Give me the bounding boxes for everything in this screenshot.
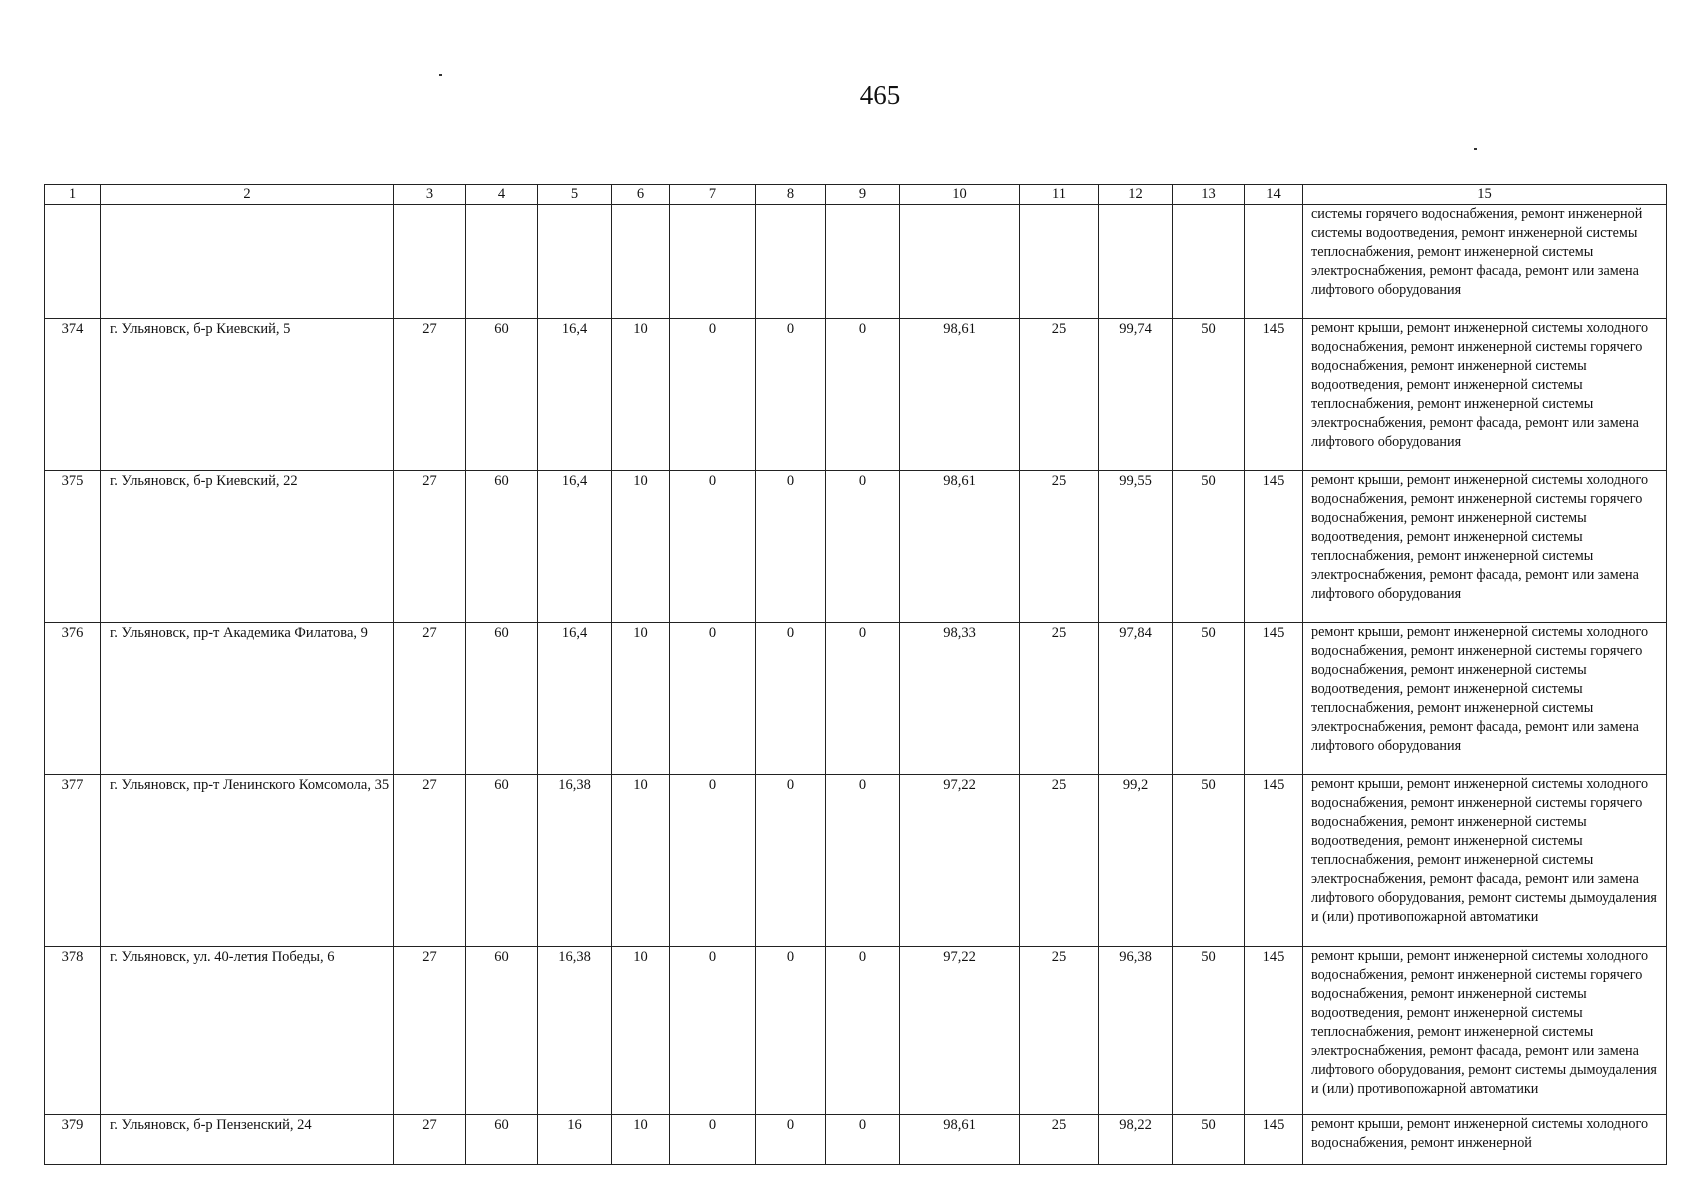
value-cell: 50: [1173, 775, 1245, 947]
value-cell: 0: [756, 471, 826, 623]
row-number: 376: [45, 623, 101, 775]
value-cell: 27: [394, 775, 466, 947]
works-cell: ремонт крыши, ремонт инженерной системы холодного водоснабжения, ремонт инженерной системы горячего водоснабжения, ремонт инженерной системы водоотведения, ремонт инженерной системы теплоснабжения, ремонт инженерной системы электроснабжения, ремонт фасада, ремонт или замена лифтового оборудования, ремонт системы дымоудаления и (или) противопожарной автоматики: [1303, 947, 1667, 1115]
column-header: 13: [1173, 185, 1245, 205]
value-cell: 0: [756, 623, 826, 775]
value-cell: 10: [612, 471, 670, 623]
column-header: 12: [1099, 185, 1173, 205]
value-cell: 50: [1173, 947, 1245, 1115]
address-cell: г. Ульяновск, пр-т Академика Филатова, 9: [101, 623, 394, 775]
continuation-row: [45, 205, 1667, 319]
row-number: 378: [45, 947, 101, 1115]
value-cell: 10: [612, 947, 670, 1115]
row-number: 375: [45, 471, 101, 623]
row-number: 379: [45, 1115, 101, 1165]
value-cell: 0: [756, 775, 826, 947]
value-cell: 27: [394, 319, 466, 471]
value-cell: 25: [1020, 623, 1099, 775]
value-cell: 16,4: [538, 471, 612, 623]
value-cell: 0: [756, 319, 826, 471]
column-header: 7: [670, 185, 756, 205]
column-header: 14: [1245, 185, 1303, 205]
value-cell: 25: [1020, 471, 1099, 623]
scan-speck: [1474, 148, 1477, 150]
row-number: 377: [45, 775, 101, 947]
table-row: [45, 775, 1667, 947]
value-cell: 0: [756, 947, 826, 1115]
value-cell: 60: [466, 319, 538, 471]
address-cell: г. Ульяновск, б-р Киевский, 5: [101, 319, 394, 471]
value-cell: 99,2: [1099, 775, 1173, 947]
works-cell: ремонт крыши, ремонт инженерной системы холодного водоснабжения, ремонт инженерной системы горячего водоснабжения, ремонт инженерной системы водоотведения, ремонт инженерной системы теплоснабжения, ремонт инженерной системы электроснабжения, ремонт фасада, ремонт или замена лифтового оборудования: [1303, 623, 1667, 775]
value-cell: 145: [1245, 471, 1303, 623]
column-number-row: [45, 185, 1667, 205]
value-cell: 98,61: [900, 471, 1020, 623]
row-number: 374: [45, 319, 101, 471]
table-row: [45, 319, 1667, 471]
value-cell: 50: [1173, 471, 1245, 623]
value-cell: 0: [826, 471, 900, 623]
value-cell: 50: [1173, 319, 1245, 471]
value-cell: 0: [826, 319, 900, 471]
value-cell: 25: [1020, 947, 1099, 1115]
value-cell: 0: [670, 775, 756, 947]
page-number: 465: [859, 80, 901, 110]
value-cell: 145: [1245, 1115, 1303, 1165]
value-cell: 10: [612, 1115, 670, 1165]
value-cell: 98,22: [1099, 1115, 1173, 1165]
value-cell: 98,33: [900, 623, 1020, 775]
column-header: 10: [900, 185, 1020, 205]
value-cell: 96,38: [1099, 947, 1173, 1115]
value-cell: 27: [394, 471, 466, 623]
column-header: 15: [1303, 185, 1667, 205]
value-cell: 0: [670, 947, 756, 1115]
address-cell: г. Ульяновск, б-р Пензенский, 24: [101, 1115, 394, 1165]
value-cell: 27: [394, 623, 466, 775]
value-cell: 0: [756, 1115, 826, 1165]
table-row: [45, 1115, 1667, 1165]
value-cell: 0: [826, 623, 900, 775]
value-cell: 16: [538, 1115, 612, 1165]
value-cell: 60: [466, 471, 538, 623]
column-header: 5: [538, 185, 612, 205]
column-header: 8: [756, 185, 826, 205]
value-cell: 99,55: [1099, 471, 1173, 623]
value-cell: 145: [1245, 947, 1303, 1115]
works-cell: ремонт крыши, ремонт инженерной системы холодного водоснабжения, ремонт инженерной системы горячего водоснабжения, ремонт инженерной системы водоотведения, ремонт инженерной системы теплоснабжения, ремонт инженерной системы электроснабжения, ремонт фасада, ремонт или замена лифтового оборудования: [1303, 471, 1667, 623]
address-cell: г. Ульяновск, ул. 40-летия Победы, 6: [101, 947, 394, 1115]
table-row: [45, 623, 1667, 775]
value-cell: 10: [612, 775, 670, 947]
works-cell: ремонт крыши, ремонт инженерной системы холодного водоснабжения, ремонт инженерной системы горячего водоснабжения, ремонт инженерной системы водоотведения, ремонт инженерной системы теплоснабжения, ремонт инженерной системы электроснабжения, ремонт фасада, ремонт или замена лифтового оборудования: [1303, 319, 1667, 471]
value-cell: 0: [826, 947, 900, 1115]
repair-register-table: [44, 184, 1667, 1165]
value-cell: 97,22: [900, 775, 1020, 947]
table-row: [45, 471, 1667, 623]
value-cell: 60: [466, 775, 538, 947]
column-header: 1: [45, 185, 101, 205]
works-cell: ремонт крыши, ремонт инженерной системы холодного водоснабжения, ремонт инженерной: [1303, 1115, 1667, 1165]
value-cell: 0: [670, 1115, 756, 1165]
column-header: 3: [394, 185, 466, 205]
column-header: 4: [466, 185, 538, 205]
value-cell: 16,4: [538, 319, 612, 471]
value-cell: 0: [670, 471, 756, 623]
table-row: [45, 947, 1667, 1115]
value-cell: 145: [1245, 319, 1303, 471]
value-cell: 16,4: [538, 623, 612, 775]
column-header: 9: [826, 185, 900, 205]
value-cell: 16,38: [538, 947, 612, 1115]
value-cell: 60: [466, 947, 538, 1115]
value-cell: 0: [670, 319, 756, 471]
value-cell: 25: [1020, 775, 1099, 947]
value-cell: 50: [1173, 623, 1245, 775]
value-cell: 60: [466, 1115, 538, 1165]
works-cell: ремонт крыши, ремонт инженерной системы холодного водоснабжения, ремонт инженерной системы горячего водоснабжения, ремонт инженерной системы водоотведения, ремонт инженерной системы теплоснабжения, ремонт инженерной системы электроснабжения, ремонт фасада, ремонт или замена лифтового оборудования, ремонт системы дымоудаления и (или) противопожарной автоматики: [1303, 775, 1667, 947]
value-cell: 27: [394, 947, 466, 1115]
value-cell: 145: [1245, 775, 1303, 947]
value-cell: 98,61: [900, 319, 1020, 471]
address-cell: г. Ульяновск, б-р Киевский, 22: [101, 471, 394, 623]
value-cell: 0: [826, 1115, 900, 1165]
column-header: 11: [1020, 185, 1099, 205]
column-header: 6: [612, 185, 670, 205]
value-cell: 60: [466, 623, 538, 775]
value-cell: 25: [1020, 319, 1099, 471]
scan-speck: [439, 74, 442, 76]
value-cell: 0: [826, 775, 900, 947]
value-cell: 98,61: [900, 1115, 1020, 1165]
value-cell: 10: [612, 319, 670, 471]
value-cell: 0: [670, 623, 756, 775]
value-cell: 145: [1245, 623, 1303, 775]
value-cell: 97,22: [900, 947, 1020, 1115]
value-cell: 97,84: [1099, 623, 1173, 775]
column-header: 2: [101, 185, 394, 205]
works-cell: системы горячего водоснабжения, ремонт инженерной системы водоотведения, ремонт инженерной системы теплоснабжения, ремонт инженерной системы электроснабжения, ремонт фасада, ремонт или замена лифтового оборудования: [1303, 205, 1667, 319]
value-cell: 16,38: [538, 775, 612, 947]
value-cell: 10: [612, 623, 670, 775]
address-cell: г. Ульяновск, пр-т Ленинского Комсомола, 35: [101, 775, 394, 947]
value-cell: 27: [394, 1115, 466, 1165]
value-cell: 50: [1173, 1115, 1245, 1165]
value-cell: 99,74: [1099, 319, 1173, 471]
value-cell: 25: [1020, 1115, 1099, 1165]
